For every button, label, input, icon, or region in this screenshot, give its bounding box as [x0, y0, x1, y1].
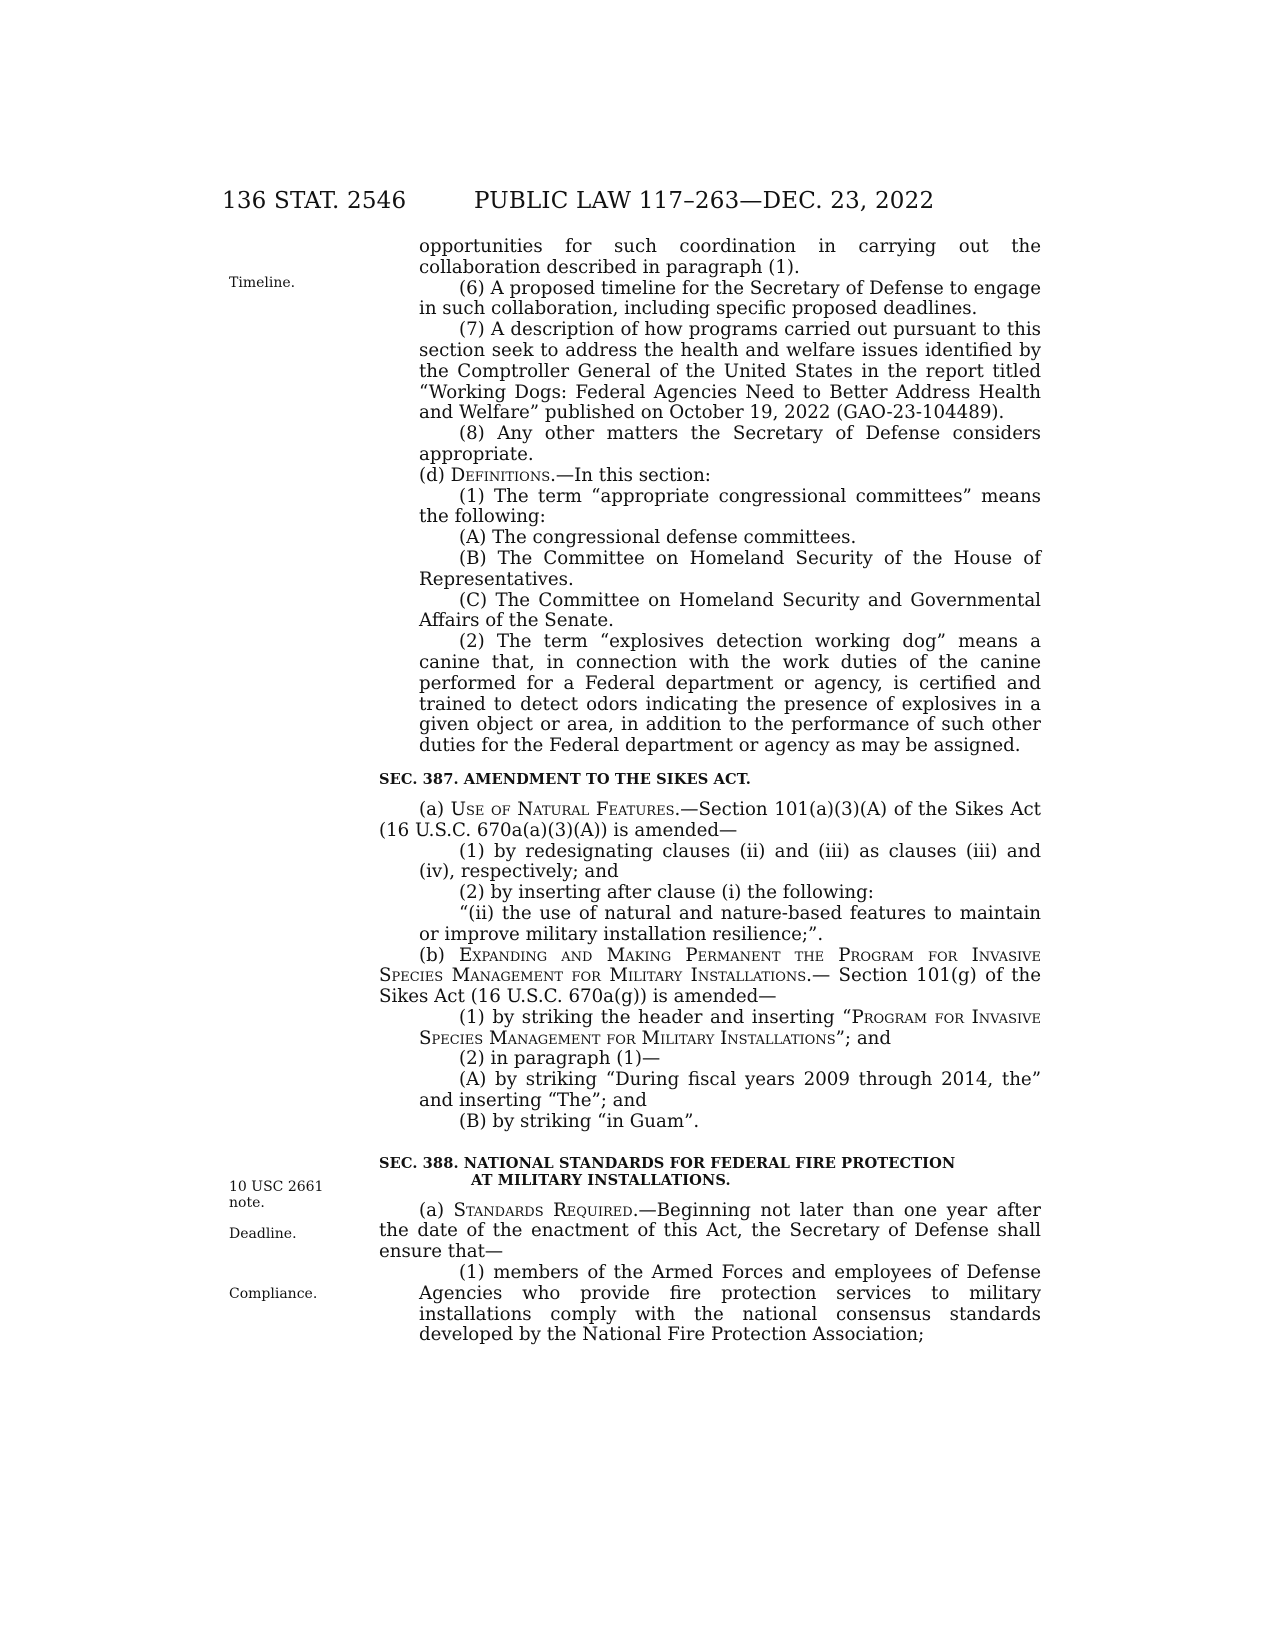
section-387-a-2-quote: “(ii) the use of natural and nature-based features to maintain or improve military installation resilience;”.: [419, 902, 1041, 945]
subsection-d-heading: Definitions: [450, 464, 551, 486]
margin-note-usc: [229, 1179, 323, 1211]
section-388-title: [379, 1155, 1041, 1189]
section-387-b-1-pre: (1) by striking the header and inserting “: [459, 1006, 852, 1028]
paragraph-continuation: opportunities for such coordination in carrying out the collaboration described in paragraph (1).: [419, 236, 1041, 278]
paragraph-8: (8) Any other matters the Secretary of Defense considers appropriate.: [419, 423, 1041, 465]
section-387-b-2-B: (B) by striking “in Guam”.: [459, 1110, 700, 1132]
section-387-b: [379, 946, 1041, 1008]
definition-1-A: (A) The congressional defense committees.: [459, 527, 857, 549]
definition-1: (1) The term “appropriate congressional committees” means the following:: [419, 485, 1041, 528]
section-388-title-line1: SEC. 388. NATIONAL STANDARDS FOR FEDERAL FIRE PROTECTION: [379, 1154, 956, 1172]
paragraph-6: (6) A proposed timeline for the Secretary of Defense to engage in such collaboration, including specific proposed deadlines.: [419, 277, 1041, 320]
definition-1-C: (C) The Committee on Homeland Security and Governmental Affairs of the Senate.: [419, 589, 1041, 632]
margin-note-timeline: Timeline.: [229, 275, 296, 291]
section-387-b-1-heading: Program for Invasive Species Management for Military Installations: [419, 1006, 1041, 1049]
margin-note-usc-line1: 10 USC 2661: [229, 1179, 324, 1195]
section-387-a-label: (a): [419, 798, 451, 820]
page-stat-citation: 136 STAT. 2546: [222, 188, 407, 214]
section-388-title-line2: AT MILITARY INSTALLATIONS.: [471, 1171, 731, 1189]
section-388-a-heading: Standards Required: [453, 1199, 633, 1221]
section-387-b-1: [419, 1008, 1041, 1050]
section-387-b-heading: Expanding and Making Permanent the Program for Invasive Species Management for Military Installations: [379, 944, 1041, 987]
statute-body: [379, 236, 1042, 1346]
definition-2: (2) The term “explosives detection working dog” means a canine that, in connection with the work duties of the canine performed for a Federal department or agency, is certified and trained to detect odors indicating the presence of explosives in a given object or area, in addition to the performance of such other duties for the Federal department or agency as may be assigned.: [419, 631, 1041, 757]
subsection-d: [419, 466, 1041, 487]
subsection-d-label: (d): [419, 464, 451, 486]
section-387-b-text: .— Section 101(g) of the Sikes Act (16 U.S.C. 670a(g)) is amended—: [379, 965, 1042, 1008]
section-388-a-text: .—Beginning not later than one year after the date of the enactment of this Act, the Secretary of Defense shall ensure that—: [379, 1199, 1041, 1263]
section-387-title: SEC. 387. AMENDMENT TO THE SIKES ACT.: [379, 770, 751, 788]
section-388-a: [379, 1201, 1041, 1263]
subsection-d-text: .—In this section:: [550, 464, 711, 486]
margin-note-compliance: Compliance.: [229, 1286, 318, 1302]
section-388-a-1: (1) members of the Armed Forces and employees of Defense Agencies who provide fire protection services to military installations comply with the national consensus standards developed by the National Fire Protection Association;: [419, 1262, 1041, 1346]
page-law-header: PUBLIC LAW 117–263—DEC. 23, 2022: [474, 188, 935, 214]
section-387-b-2: (2) in paragraph (1)—: [459, 1048, 661, 1070]
section-387-b-label: (b): [419, 944, 459, 966]
section-388-a-label: (a): [419, 1199, 454, 1221]
section-387-a-2: (2) by inserting after clause (i) the following:: [459, 882, 874, 904]
margin-note-usc-line2: note.: [229, 1195, 265, 1211]
section-387-a: [379, 800, 1041, 842]
section-387-a-1: (1) by redesignating clauses (ii) and (iii) as clauses (iii) and (iv), respectively; and: [419, 840, 1041, 883]
section-387-a-text: .—Section 101(a)(3)(A) of the Sikes Act (16 U.S.C. 670a(a)(3)(A)) is amended—: [379, 798, 1041, 841]
section-387-b-2-A: (A) by striking “During fiscal years 2009 through 2014, the” and inserting “The”; and: [419, 1069, 1041, 1112]
margin-note-deadline: Deadline.: [229, 1226, 297, 1242]
definition-1-B: (B) The Committee on Homeland Security of the House of Representatives.: [419, 547, 1041, 590]
section-387-a-heading: Use of Natural Features: [450, 798, 675, 820]
section-387-b-1-post: ”; and: [835, 1027, 892, 1049]
paragraph-7: (7) A description of how programs carried out pursuant to this section seek to address the health and welfare issues identified by the Comptroller General of the United States in the report titled “Working Dogs: Federal Agencies Need to Better Address Health and Welfare” published on October 19, 2022 (GAO-23-104489).: [419, 319, 1041, 424]
